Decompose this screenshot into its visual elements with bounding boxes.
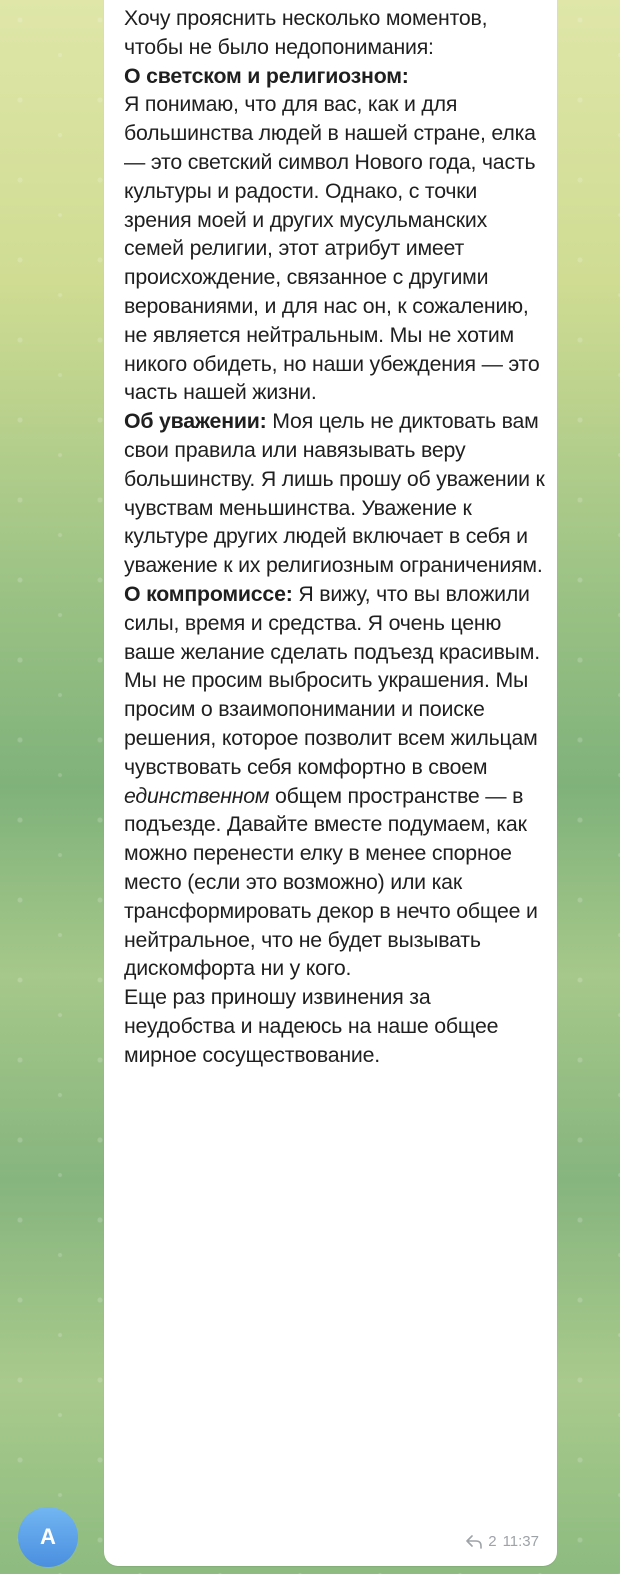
section-text-compromise-a: Я вижу, что вы вложили силы, время и средства. Я очень ценю ваше желание сделать подъезд красивым. Мы не просим выбросить украшения. Мы просим о взаимопонимании и поиске решения, которое позволит всем жильцам чувствовать себя комфортно в своем bbox=[124, 581, 540, 779]
section-text-respect: Моя цель не диктовать вам свои правила или навязывать веру большинству. Я лишь прошу об уважении к чувствам меньшинства. Уважение к культуре других людей включает в себя и уважение к их религиозным ограничениям. bbox=[124, 409, 545, 578]
reply-arrow-icon[interactable] bbox=[466, 1535, 482, 1549]
message-meta bbox=[466, 1533, 539, 1550]
message-bubble[interactable] bbox=[104, 0, 557, 1566]
message-text bbox=[124, 4, 547, 1069]
message-time: 11:37 bbox=[502, 1533, 539, 1550]
section-emphasis: единственном bbox=[124, 783, 270, 808]
sender-avatar[interactable] bbox=[18, 1507, 78, 1567]
section-text-compromise-b: общем пространстве — в подъезде. Давайте вместе подумаем, как можно перенести елку в менее спорное место (если это возможно) или как трансформировать декор в нечто общее и нейтральное, что не будет вызывать дискомфорта ни у кого. bbox=[124, 783, 538, 981]
message-intro: Хочу прояснить несколько моментов, чтобы не было недопонимания: bbox=[124, 6, 488, 59]
section-text-secular: Я понимаю, что для вас, как и для большинства людей в нашей стране, елка — это светский символ Нового года, часть культуры и радости. Однако, с точки зрения моей и других мусульманских семей религии, этот атрибут имеет происхождение, связанное с другими верованиями, и для нас он, к сожалению, не является нейтральным. Мы не хотим никого обидеть, но наши убеждения — это часть нашей жизни. bbox=[124, 92, 540, 405]
section-title-compromise: О компромиссе: bbox=[124, 581, 293, 606]
section-title-secular: О светском и религиозном: bbox=[124, 63, 409, 88]
section-title-respect: Об уважении: bbox=[124, 409, 267, 434]
message-closing: Еще раз приношу извинения за неудобства и надеюсь на наше общее мирное сосуществование. bbox=[124, 985, 499, 1067]
avatar-letter: А bbox=[40, 1524, 56, 1549]
reply-count[interactable]: 2 bbox=[488, 1533, 497, 1550]
